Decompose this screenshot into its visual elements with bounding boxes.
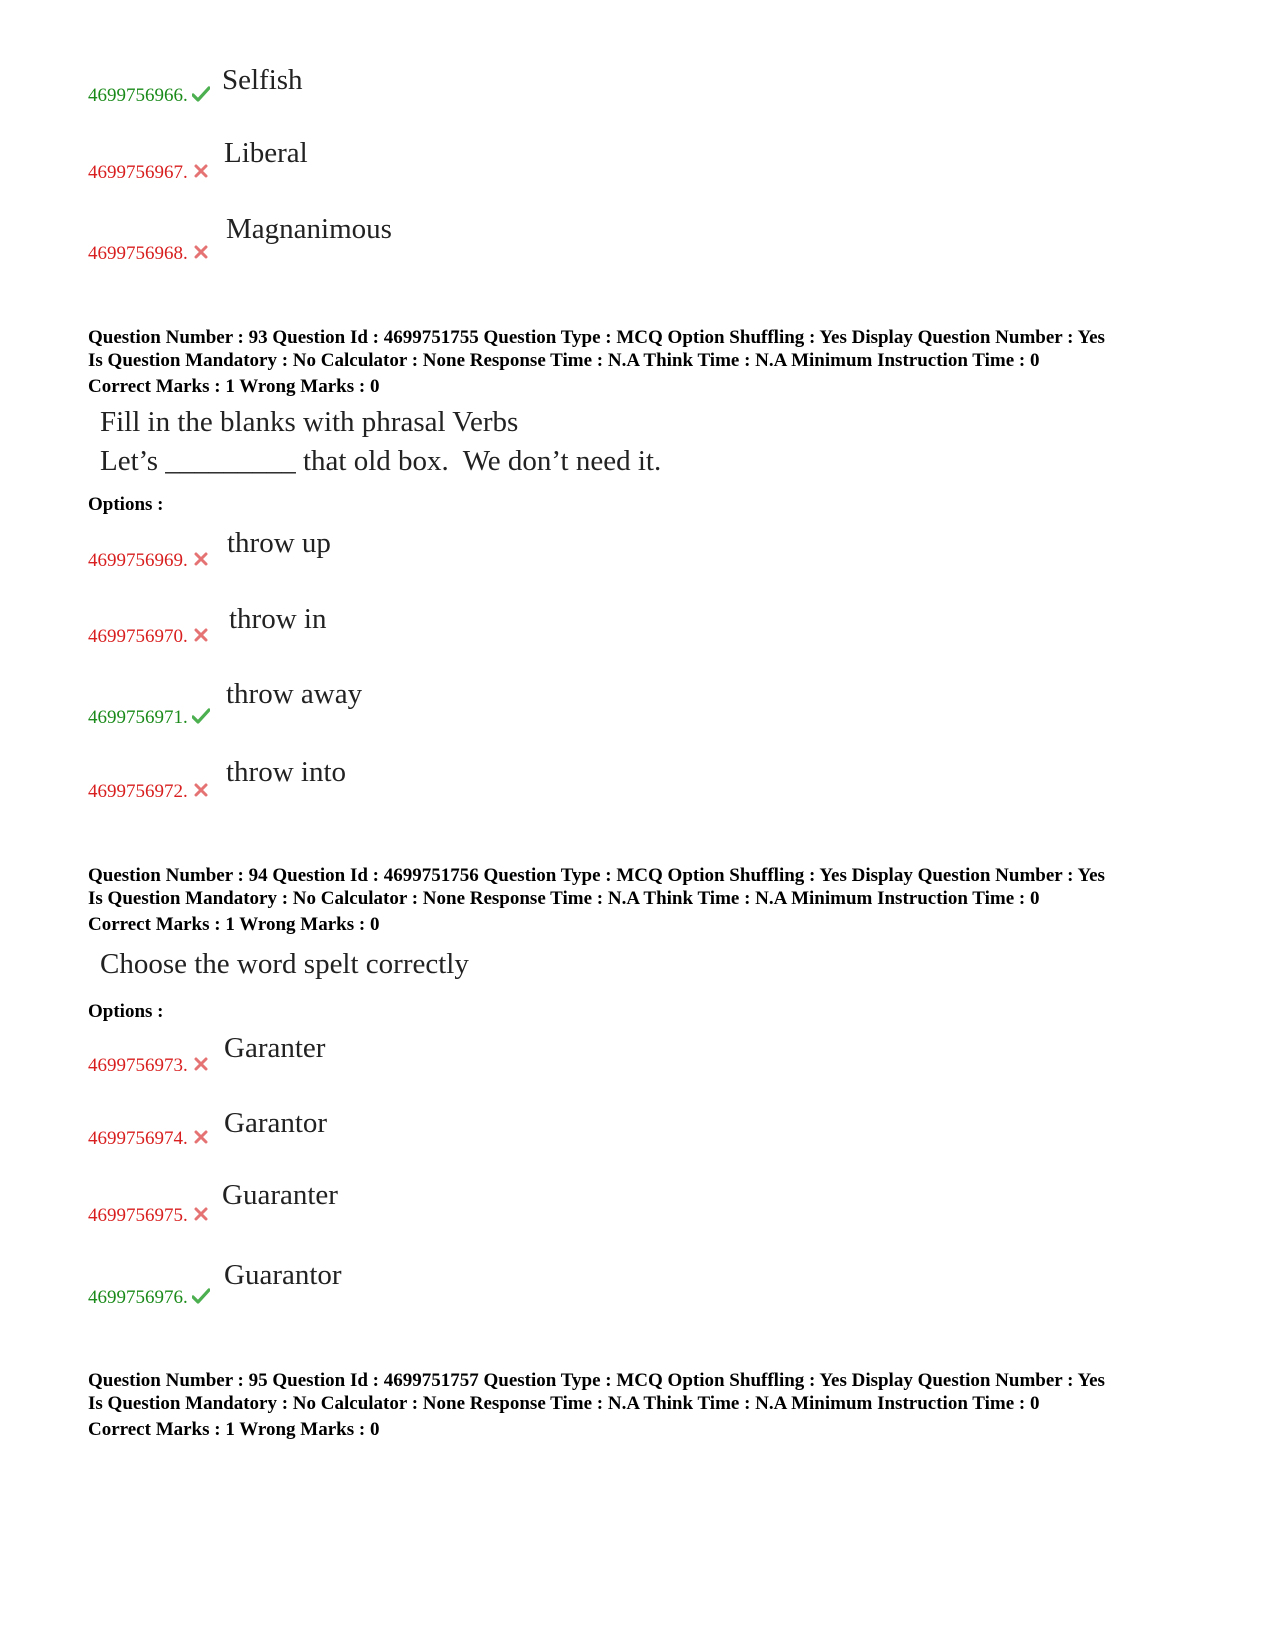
cross-icon [192,627,210,643]
option-id: 4699756974. [88,1128,210,1150]
cross-icon [192,244,210,260]
check-icon [192,86,210,102]
question-meta: Question Number : 95 Question Id : 4699751757 Question Type : MCQ Option Shuffling : Yes Display Question Number : Yes Is Question Mandatory : No Calculator : None Response Time : N.A Think Time : N.A Minimum Instruction Time : 0 Correct Marks : 1 Wrong Marks : 0 [88,1370,1105,1440]
option-id: 4699756966. [88,85,210,107]
option-id: 4699756968. [88,243,210,265]
option-id: 4699756967. [88,162,210,184]
option-text: Garantor [224,1107,328,1139]
option-text: throw up [227,527,331,559]
question-text: Choose the word spelt correctly [100,948,469,980]
cross-icon [192,163,210,179]
option-text: Guarantor [224,1259,342,1291]
question-meta: Question Number : 94 Question Id : 4699751756 Question Type : MCQ Option Shuffling : Yes Display Question Number : Yes Is Question Mandatory : No Calculator : None Response Time : N.A Think Time : N.A Minimum Instruction Time : 0 Correct Marks : 1 Wrong Marks : 0 [88,865,1105,935]
option-text: Selfish [222,64,303,96]
option-id: 4699756975. [88,1205,210,1227]
options-label: Options : [88,1001,164,1022]
cross-icon [192,1129,210,1145]
option-id: 4699756973. [88,1055,210,1077]
cross-icon [192,1206,210,1222]
option-id: 4699756969. [88,550,210,572]
check-icon [192,708,210,724]
options-label: Options : [88,494,164,515]
option-id: 4699756976. [88,1287,210,1309]
check-icon [192,1288,210,1304]
option-text: Guaranter [222,1179,338,1211]
option-id: 4699756971. [88,707,210,729]
question-text: Fill in the blanks with phrasal Verbs [100,406,519,438]
option-text: Garanter [224,1032,326,1064]
option-id: 4699756970. [88,626,210,648]
question-text: Let’s _________ that old box. We don’t need it. [100,445,662,477]
option-text: Liberal [224,137,308,169]
option-id: 4699756972. [88,781,210,803]
cross-icon [192,551,210,567]
question-meta: Question Number : 93 Question Id : 4699751755 Question Type : MCQ Option Shuffling : Yes Display Question Number : Yes Is Question Mandatory : No Calculator : None Response Time : N.A Think Time : N.A Minimum Instruction Time : 0 Correct Marks : 1 Wrong Marks : 0 [88,327,1105,397]
option-text: throw in [229,603,327,635]
option-text: throw away [226,678,363,710]
cross-icon [192,1056,210,1072]
cross-icon [192,782,210,798]
option-text: throw into [226,756,347,788]
option-text: Magnanimous [226,213,392,245]
